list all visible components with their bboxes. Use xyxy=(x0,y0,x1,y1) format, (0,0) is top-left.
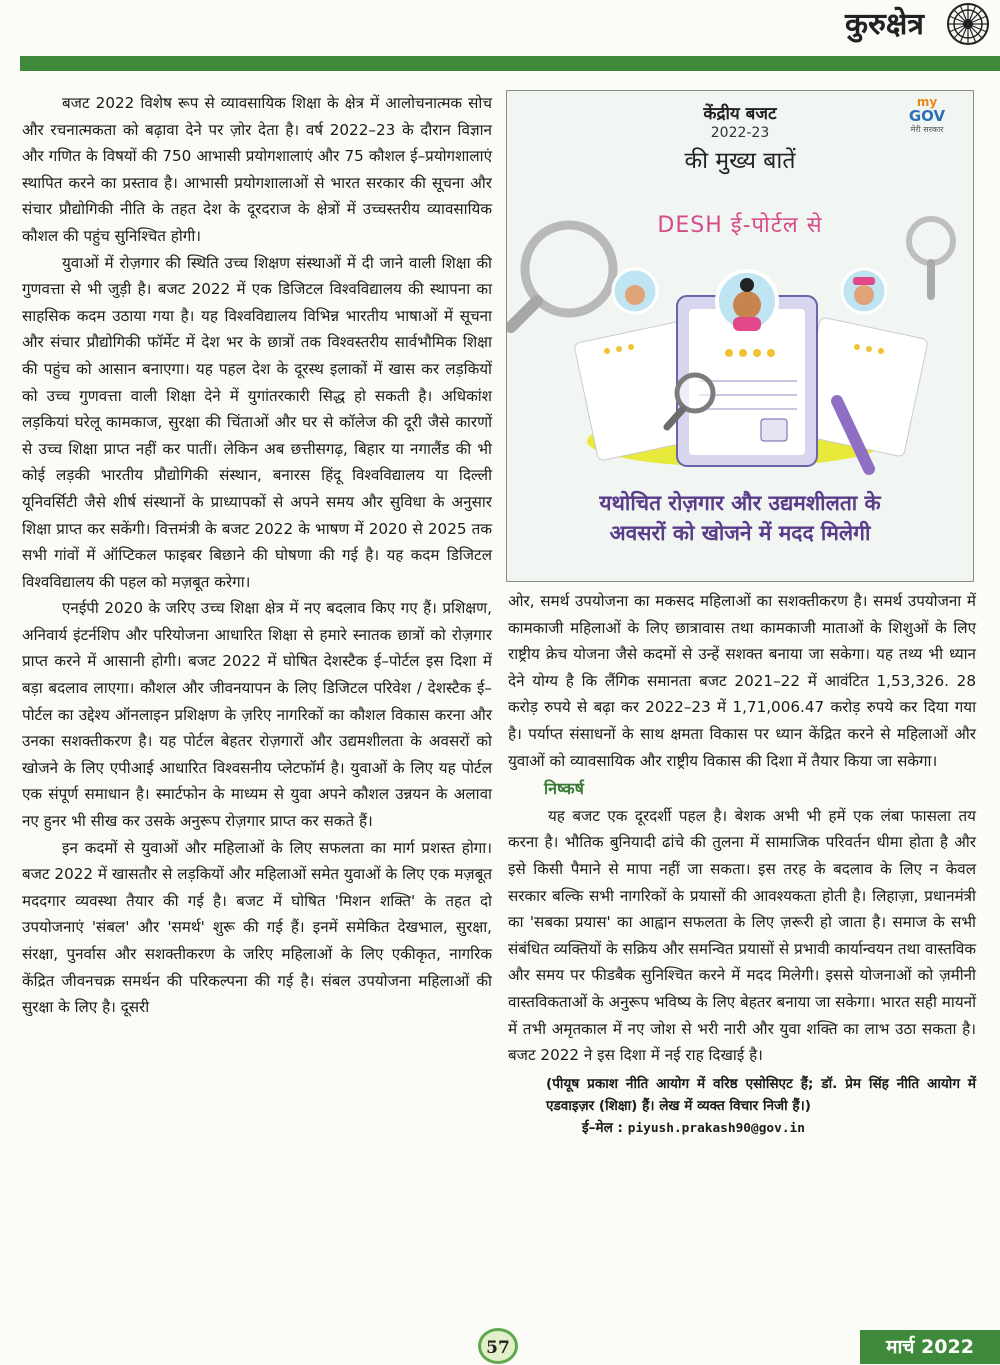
paragraph: इन कदमों से युवाओं और महिलाओं के लिए सफलता का मार्ग प्रशस्त होगा। बजट 2022 में खासतौर से लड़कियों और महिलाओं समेत युवाओं के लिए एक मज़बूत मददगार व्यवस्था तैयार की गई है। बजट में घोषित 'मिशन शक्ति' के तहत दो उपयोजनाएं 'संबल' और 'समर्थ' शुरू की गई हैं। इनमें समेकित देखभाल, सुरक्षा, संरक्षा, पुनर्वास और सशक्तीकरण के जरिए महिलाओं के लिए एकीकृत, नागरिक केंद्रित जीवनचक्र समर्थन की परिकल्पना की गई है। संबल उपयोजना महिलाओं की सुरक्षा के लिए है। दूसरी xyxy=(22,838,492,1017)
author-byline: (पीयूष प्रकाश नीति आयोग में वरिष्ठ एसोसिएट हैं; डॉ. प्रेम सिंह नीति आयोग में एडवाइज़र (शिक्षा) हैं। लेख में व्यक्त विचार निजी हैं।) xyxy=(546,1075,976,1114)
budget-highlight-infographic xyxy=(506,90,974,582)
right-column xyxy=(508,588,976,1140)
paragraph: यह बजट एक दूरदर्शी पहल है। बेशक अभी भी हमें एक लंबा फासला तय करना है। भौतिक बुनियादी ढांचे की तुलना में सामाजिक परिवर्तन धीमा होता है और इसे किसी पैमाने से मापा नहीं जा सकता। इस तरह के बदलाव के लिए न केवल सरकार बल्कि सभी नागरिकों के प्रयासों की आवश्यकता होती है। लिहाज़ा, प्रधानमंत्री का 'सबका प्रयास' का आह्वान सफलता के लिए ज़रूरी हो जाता है। समाज के सभी संबंधित व्यक्तियों के सक्रिय और समन्वित प्रयासों से प्रभावी कार्यान्वयन तथा वास्तविक और समय पर फीडबैक सुनिश्चित करने में मदद मिलेगी। इससे योजनाओं को ज़मीनी वास्तविकताओं के अनुरूप भविष्य के लिए बेहतर बनाया जा सकेगा। भारत सही मायनों में तभी अमृतकाल में नए जोश से भरी नारी और युवा शक्ति का लाभ उठा सकता है। बजट 2022 ने इस दिशा में नई राह दिखाई है। xyxy=(508,806,976,1065)
mygov-logo-my: my xyxy=(916,95,938,109)
infographic-subtitle: की मुख्य बातें xyxy=(684,148,796,174)
page-number: 57 xyxy=(478,1328,518,1364)
paragraph: एनईपी 2020 के जरिए उच्च शिक्षा क्षेत्र में नए बदलाव किए गए हैं। प्रशिक्षण, अनिवार्य इंटर्नशिप और परियोजना आधारित शिक्षा से हमारे स्नातक छात्रों को रोज़गार प्राप्त करने में आसानी होगी। बजट 2022 में घोषित देशस्टैक ई–पोर्टल इस दिशा में बड़ा बदलाव लाएगा। कौशल और जीवनयापन के लिए डिजिटल परिवेश / देशस्टैक ई–पोर्टल का उद्देश्य ऑनलाइन प्रशिक्षण के ज़रिए नागरिकों का कौशल विकास करना और उनका सशक्तीकरण है। यह पोर्टल बेहतर रोज़गारों और उद्यमशीलता के अवसरों को खोजने के लिए एपीआई आधारित विश्वसनीय प्लेटफॉर्म है। युवाओं के लिए यह पोर्टल एक संपूर्ण समाधान है। स्मार्टफोन के माध्यम से युवा अपने कौशल उन्नयन के अलावा नए हुनर भी सीख कर उसके अनुरूप रोज़गार प्राप्त कर सकते हैं। xyxy=(22,599,492,831)
paragraph: बजट 2022 विशेष रूप से व्यावसायिक शिक्षा के क्षेत्र में आलोचनात्मक सोच और रचनात्मकता को बढ़ावा देने पर ज़ोर देता है। वर्ष 2022–23 के दौरान विज्ञान और गणित के विषयों की 750 आभासी प्रयोगशालाएं और 75 कौशल ई–प्रयोगशालाएं स्थापित करने का प्रस्ताव है। आभासी प्रयोगशालाओं से भारत सरकार की सूचना और संचार प्रौद्योगिकी नीति के तहत देश के दूरदराज के क्षेत्रों में उच्चस्तरीय व्यावसायिक कौशल की पहुंच सुनिश्चित होगी। xyxy=(22,94,492,245)
paragraph: युवाओं में रोज़गार की स्थिति उच्च शिक्षण संस्थाओं में दी जाने वाली शिक्षा की गुणवत्ता से भी जुड़ी है। बजट 2022 में एक डिजिटल विश्वविद्यालय की स्थापना का साहसिक कदम उठाया गया है। यह विश्वविद्यालय विभिन्न भारतीय भाषाओं में सूचना और संचार प्रौद्योगिकी फॉर्मेट में देश भर के छात्रों तक विश्वस्तरीय सार्वभौमिक शिक्षा की पहुंच को आसान बनाएगा। यह पहल देश के दूरस्थ इलाकों में खास कर लड़कियों को उच्च गुणवत्ता वाली शिक्षा देने में युगांतरकारी सिद्ध हो सकती है। अधिकांश लड़कियां घरेलू कामकाज, सुरक्षा की चिंताओं और घर से कॉलेज की दूरी जैसे कारणों से उच्च शिक्षा प्राप्त नहीं कर पातीं। लेकिन अब छत्तीसगढ़, बिहार या नगालैंड की भी कोई लड़की भारतीय प्रौद्योगिकी संस्थान, बनारस हिंदू विश्वविद्यालय या दिल्ली यूनिवर्सिटी जैसे शीर्ष संस्थानों के प्राध्यापकों से अपने समय और सुविधा के अनुसार शिक्षा प्राप्त कर सकेंगी। वित्तमंत्री के बजट 2022 के भाषण में 2020 से 2025 तक सभी गांवों में ऑप्टिकल फाइबर बिछाने की घोषणा की गई है। यह कदम डिजिटल विश्वविद्यालय की पहल को मज़बूत करेगा। xyxy=(22,253,492,591)
infographic-portal-text: DESH ई-पोर्टल से xyxy=(657,213,823,238)
issue-date: मार्च 2022 xyxy=(860,1330,1000,1364)
email-label: ई–मेल : xyxy=(582,1119,623,1136)
author-email xyxy=(582,1117,976,1140)
mygov-logo-gov: GOV xyxy=(908,107,946,125)
emblem-icon xyxy=(944,0,992,48)
mygov-logo-tagline: मेरी सरकार xyxy=(910,125,944,134)
section-heading-conclusion: निष्कर्ष xyxy=(544,779,584,799)
infographic-year: 2022-23 xyxy=(710,125,770,141)
infographic-caption-line1: यथोचित रोज़गार और उद्यमशीलता के xyxy=(599,491,881,515)
left-column xyxy=(22,90,492,1021)
email-address: piyush.prakash90@gov.in xyxy=(627,1120,805,1136)
infographic-title: केंद्रीय बजट xyxy=(703,104,777,124)
infographic-caption-line2: अवसरों को खोजने में मदद मिलेगी xyxy=(609,521,871,545)
masthead xyxy=(0,0,1000,56)
paragraph: ओर, समर्थ उपयोजना का मकसद महिलाओं का सशक्तीकरण है। समर्थ उपयोजना में कामकाजी महिलाओं के लिए छात्रावास तथा कामकाजी माताओं के शिशुओं के लिए राष्ट्रीय क्रेच योजना जैसे कदमों से उन्हें सशक्त बनाया जा सकेगा। यह तथ्य भी ध्यान देने योग्य है कि लैंगिक समानता बजट 2021–22 में आवंटित 1,53,326. 28 करोड़ रुपये से बढ़ा कर 2022–23 में 1,71,006.47 करोड़ रुपये कर दिया गया है। पर्याप्त संसाधनों के साथ क्षमता विकास पर ध्यान केंद्रित करने से महिलाओं और युवाओं को व्यावसायिक और राष्ट्रीय विकास की दिशा में तैयार किया जा सकेगा। xyxy=(508,592,976,770)
header-divider-bar xyxy=(20,56,1000,71)
magazine-name: कुरुक्षेत्र xyxy=(844,7,924,42)
